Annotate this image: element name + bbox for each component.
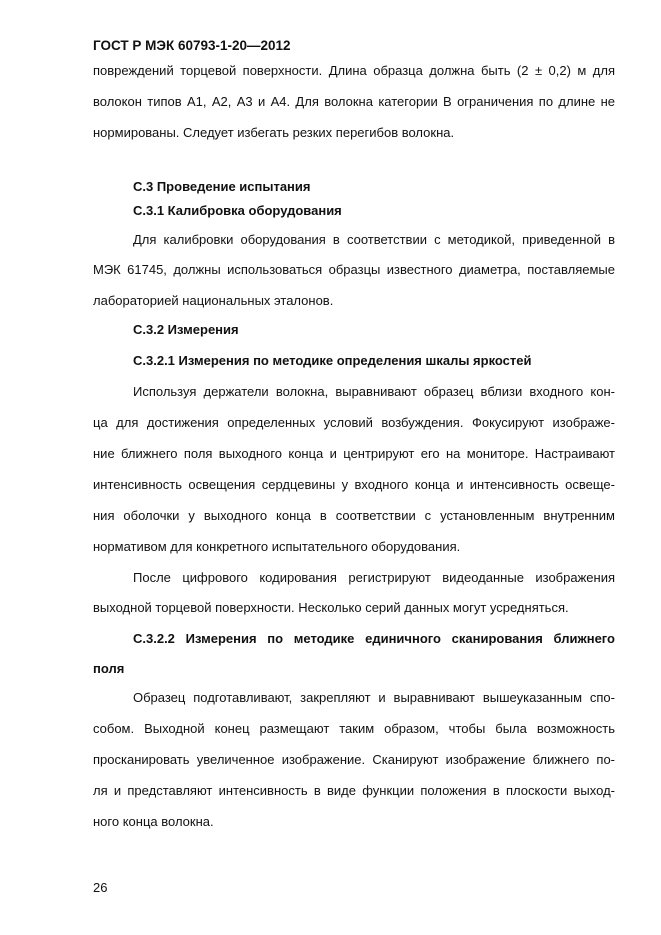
text-line: Образец подготавливают, закрепляют и выравнивают вышеуказанным спо-	[133, 690, 615, 705]
text-line: нормированы. Следует избегать резких перегибов волокна.	[93, 125, 455, 140]
text-line: интенсивность освещения сердцевины у входного конца и интенсивность освеще-	[93, 477, 615, 492]
page-number: 26	[93, 880, 108, 895]
text-line: ние ближнего поля выходного конца и центрируют его на мониторе. Настраивают	[93, 446, 615, 461]
text-line: ля и представляют интенсивность в виде функции положения в плоскости выход-	[93, 783, 615, 798]
document-header: ГОСТ Р МЭК 60793-1-20—2012	[93, 38, 291, 53]
text-line: выходной торцевой поверхности. Несколько серий данных могут усредняться.	[93, 600, 569, 615]
text-line: лабораторией национальных эталонов.	[93, 293, 334, 308]
text-line: нормативом для конкретного испытательного оборудования.	[93, 539, 461, 554]
text-line: волокон типов А1, А2, А3 и А4. Для волокна категории В ограничения по длине не	[93, 94, 615, 109]
text-line: просканировать увеличенное изображение. Сканируют изображение ближнего по-	[93, 752, 615, 767]
text-line: Используя держатели волокна, выравнивают образец вблизи входного кон-	[133, 384, 615, 399]
section-heading-c322: С.3.2.2 Измерения по методике единичного сканирования ближнего	[133, 631, 615, 646]
text-line: ния оболочки у выходного конца в соответствии с установленным внутренним	[93, 508, 615, 523]
text-line: МЭК 61745, должны использоваться образцы известного диаметра, поставляемые	[93, 262, 615, 277]
text-line: Для калибровки оборудования в соответствии с методикой, приведенной в	[133, 232, 615, 247]
section-heading-c3: С.3 Проведение испытания	[133, 179, 311, 194]
section-heading-c32: С.3.2 Измерения	[133, 322, 239, 337]
text-line: собом. Выходной конец размещают таким образом, чтобы была возможность	[93, 721, 615, 736]
text-line: После цифрового кодирования регистрируют видеоданные изображения	[133, 570, 615, 585]
text-line: повреждений торцевой поверхности. Длина образца должна быть (2 ± 0,2) м для	[93, 63, 615, 78]
section-heading-c321: С.3.2.1 Измерения по методике определения шкалы яркостей	[133, 353, 532, 368]
text-line: ца для достижения определенных условий возбуждения. Фокусируют изображе-	[93, 415, 615, 430]
text-line: ного конца волокна.	[93, 814, 214, 829]
section-heading-c31: С.3.1 Калибровка оборудования	[133, 203, 342, 218]
section-heading-c322-cont: поля	[93, 661, 125, 676]
